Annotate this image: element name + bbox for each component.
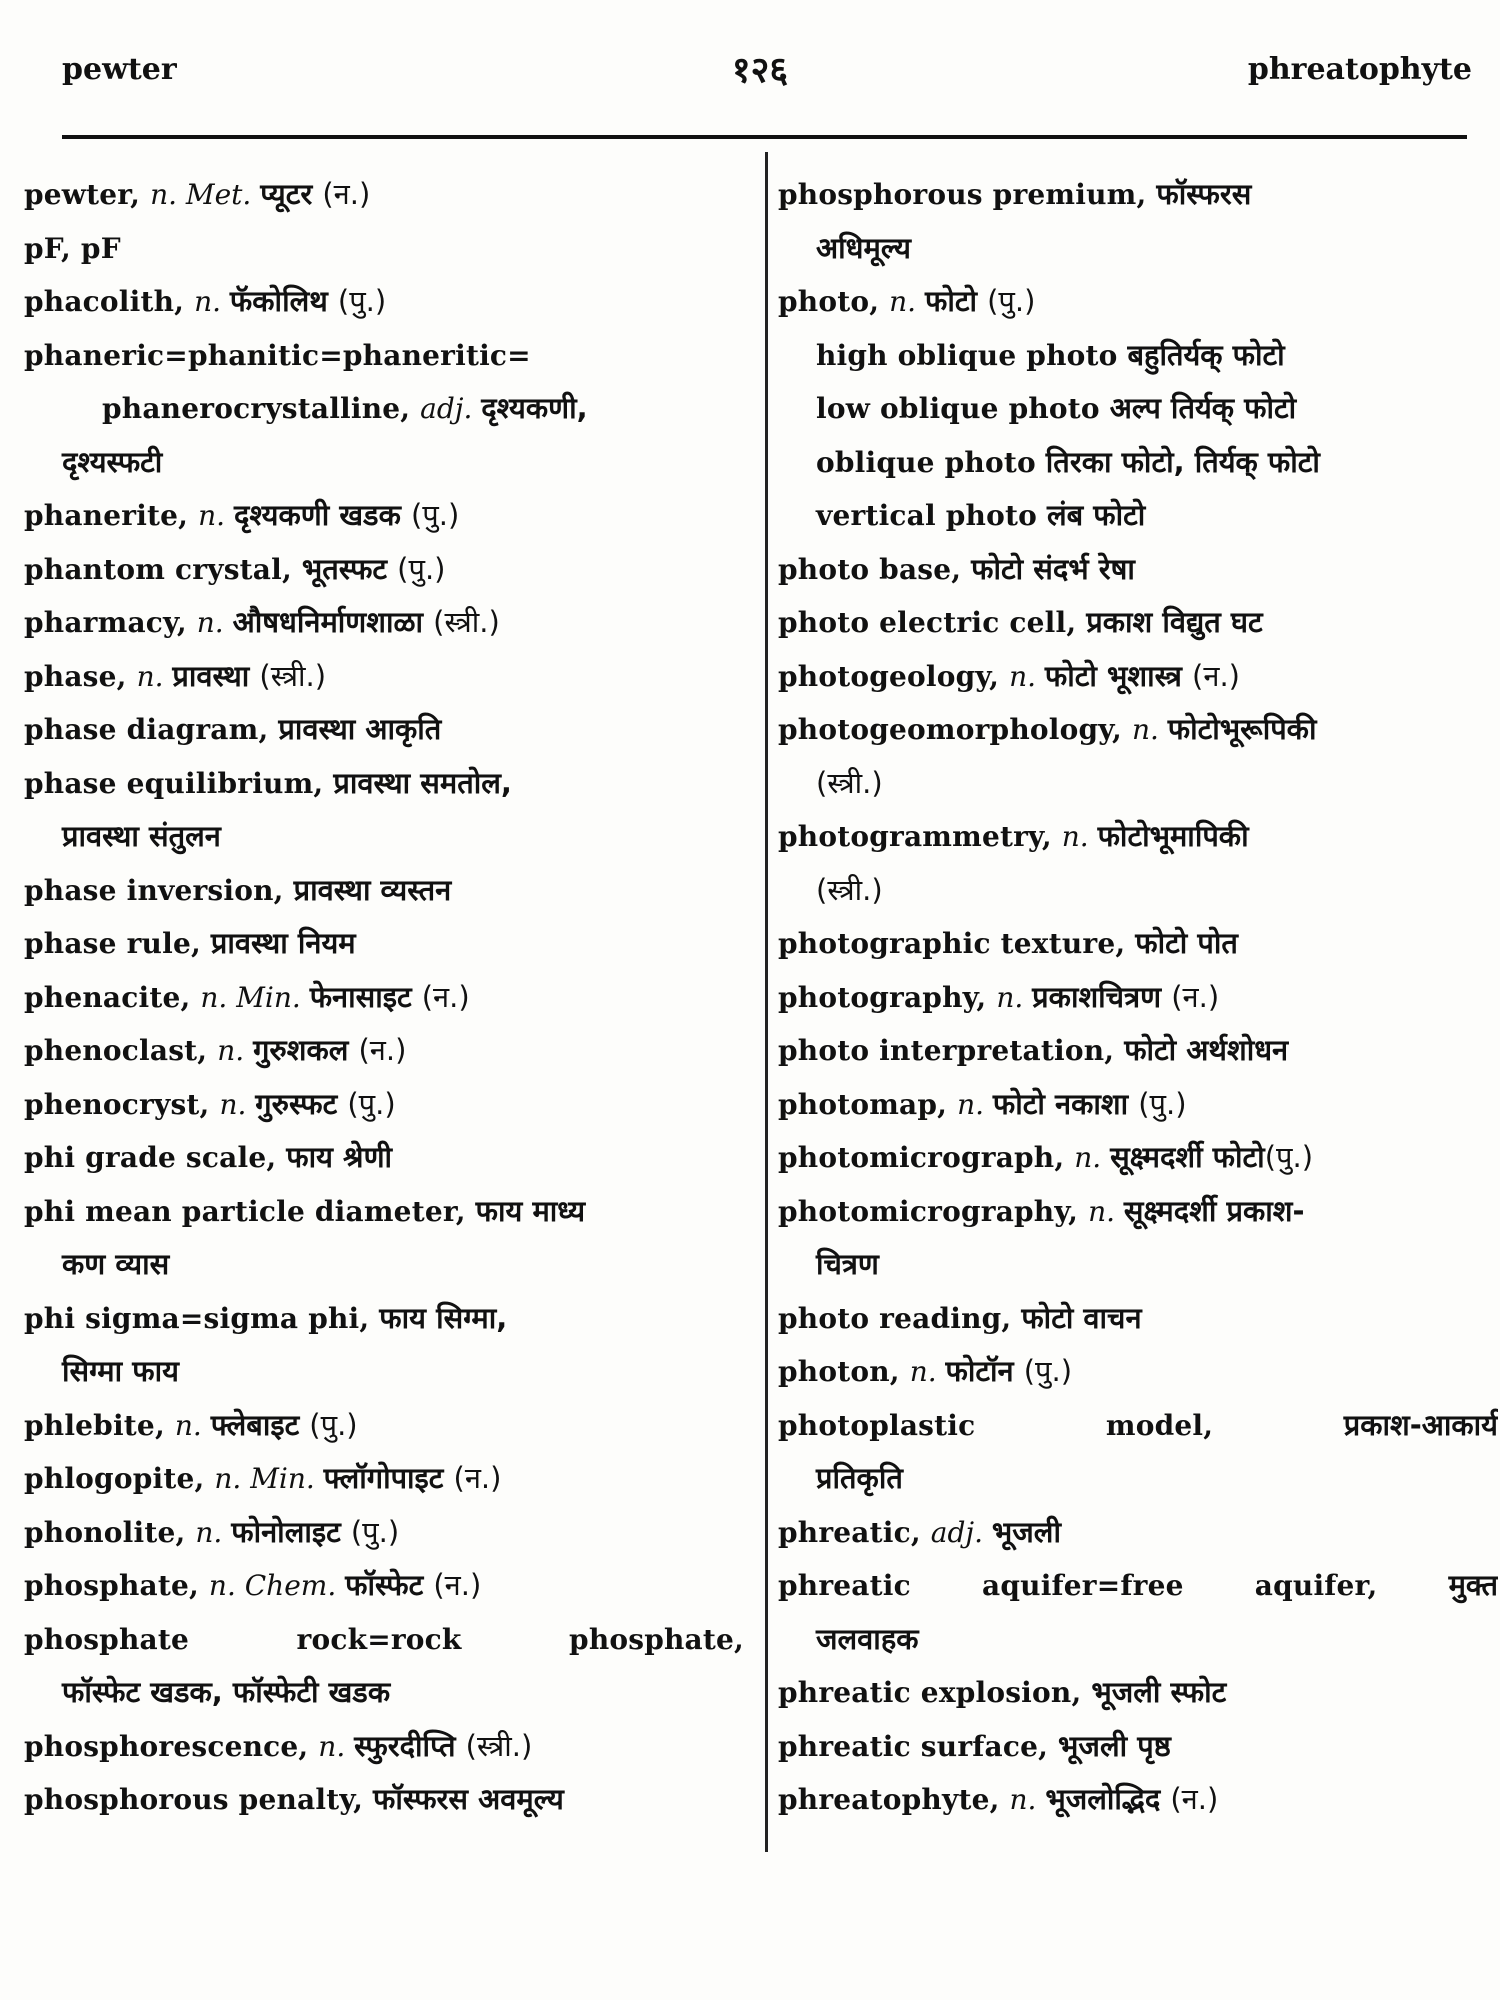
entry-term: photon, (778, 1355, 910, 1388)
dictionary-entry-line (24, 864, 744, 918)
marathi-definition: लंब फोटो (1046, 498, 1146, 532)
gender-label: (न.) (322, 177, 371, 211)
dictionary-entry-line (778, 1773, 1498, 1827)
grammar-label: n. (219, 1087, 256, 1121)
dictionary-entry-line (24, 1185, 744, 1239)
marathi-definition: फोटोभूरूपिकी (1167, 712, 1317, 746)
entry-term: phi grade scale, (24, 1141, 287, 1174)
grammar-label: n. (996, 980, 1033, 1014)
entry-term: phenocryst, (24, 1087, 220, 1121)
dictionary-entry-line (778, 168, 1498, 222)
dictionary-entry-line (24, 1720, 744, 1774)
entry-term: phase diagram, (24, 713, 279, 746)
marathi-definition: सूक्ष्मदर्शी प्रकाश- (1123, 1193, 1305, 1228)
dictionary-entry-line (778, 864, 1498, 918)
marathi-definition: तिरका फोटो, तिर्यक् फोटो (1045, 444, 1320, 479)
marathi-definition: जलवाहक (816, 1621, 919, 1656)
entry-term: phosphorescence, (24, 1729, 319, 1763)
marathi-definition: सूक्ष्मदर्शी फोटो (1110, 1140, 1265, 1174)
marathi-definition: फ्लॉगोपाइट (323, 1461, 454, 1495)
marathi-definition: अल्प तिर्यक् फोटो (1109, 391, 1297, 425)
marathi-definition: प्रावस्था व्यस्तन (293, 872, 452, 907)
dictionary-entry-line (24, 1506, 744, 1560)
marathi-definition: फोटो वाचन (1021, 1300, 1142, 1335)
marathi-definition: फोनोलाइट (231, 1514, 351, 1549)
entry-term: phosphorous penalty, (24, 1783, 374, 1816)
dictionary-entry-line (24, 650, 744, 704)
entry-term: photogeomorphology, (778, 713, 1132, 746)
dictionary-entry-line (24, 329, 744, 383)
dictionary-entry-line (778, 436, 1498, 490)
grammar-label: adj. (930, 1515, 992, 1549)
entry-term: phonolite, (24, 1515, 196, 1549)
dictionary-entry-line (778, 1185, 1498, 1239)
entry-term: photomicrograph, (778, 1141, 1075, 1174)
grammar-label: n. (198, 499, 234, 532)
dictionary-entry-line (24, 382, 744, 436)
grammar-label: adj. (420, 392, 482, 425)
gender-label: (पु.) (1264, 1140, 1314, 1174)
gender-label: (पु.) (410, 498, 460, 532)
grammar-label: n. Min. (200, 980, 310, 1014)
dictionary-entry-line (24, 810, 744, 864)
gender-label: (न.) (453, 1461, 502, 1495)
grammar-label: n. (889, 285, 925, 318)
entry-term: phenoclast, (24, 1034, 218, 1067)
marathi-definition: फॅकोलिथ (229, 284, 338, 318)
entry-term: phanerite, (24, 499, 199, 532)
entry-term: phi sigma=sigma phi, (24, 1301, 380, 1335)
dictionary-entry-line (24, 1452, 744, 1506)
entry-term: phreatophyte, (778, 1783, 1010, 1816)
gender-label: (स्त्री.) (816, 872, 883, 907)
dictionary-entry-line (778, 1666, 1498, 1720)
entry-term: phosphate, (24, 1569, 209, 1602)
dictionary-entry-line (778, 382, 1498, 436)
entry-term: photo, (778, 285, 890, 318)
dictionary-entry-line (778, 1720, 1498, 1774)
dictionary-entry-line (24, 917, 744, 971)
dictionary-entry-line (24, 1078, 744, 1132)
dictionary-entry-line (24, 1238, 744, 1292)
dictionary-entry-line (778, 703, 1498, 757)
dictionary-entry-line (778, 971, 1498, 1025)
entry-term: photogrammetry, (778, 820, 1062, 853)
entry-term: phreatic aquifer=free aquifer, (778, 1569, 1449, 1602)
grammar-label: n. (1074, 1141, 1111, 1174)
entry-term: phase equilibrium, (24, 766, 334, 800)
entry-term: photo reading, (778, 1301, 1022, 1335)
marathi-definition: फाय माध्य (475, 1193, 586, 1228)
entry-term: phi mean particle diameter, (24, 1194, 476, 1228)
dictionary-entry-line (24, 757, 744, 811)
dictionary-entry-line (24, 596, 744, 650)
gender-label: (न.) (358, 1033, 407, 1067)
dictionary-entry-line (24, 436, 744, 490)
gender-label: (स्त्री.) (816, 765, 883, 800)
marathi-definition: प्रकाशचित्रण (1032, 979, 1172, 1014)
dictionary-entry-line (24, 543, 744, 597)
marathi-definition: दृश्यस्फटी (62, 444, 163, 479)
dictionary-entry-line (778, 757, 1498, 811)
marathi-definition: बहुतिर्यक् फोटो (1127, 337, 1285, 372)
dictionary-entry-line (778, 543, 1498, 597)
dictionary-entry-line (778, 222, 1498, 276)
entry-term: phase rule, (24, 927, 211, 960)
entry-term: photogeology, (778, 659, 1010, 693)
marathi-definition: फॉस्फरस (1156, 177, 1252, 211)
dictionary-entry-line (778, 329, 1498, 383)
entry-term: photoplastic model, (778, 1408, 1344, 1442)
marathi-definition: फोटो पोत (1135, 926, 1238, 960)
marathi-definition: दृश्यकणी खडक (233, 498, 411, 532)
marathi-definition: प्रावस्था नियम (210, 926, 356, 960)
gender-label: (पु.) (350, 1514, 400, 1549)
marathi-definition: फाय सिग्मा, (379, 1300, 508, 1335)
grammar-label: n. (957, 1087, 993, 1121)
gender-label: (पु.) (347, 1086, 396, 1121)
column-divider (765, 152, 768, 1852)
marathi-definition: गुरुशकल (253, 1033, 359, 1067)
grammar-label: n. (194, 285, 230, 318)
gender-label: (न.) (1171, 979, 1220, 1014)
entry-term: photo electric cell, (778, 606, 1087, 639)
marathi-definition: फोटो संदर्भ रेषा (971, 551, 1135, 586)
dictionary-entry-line (778, 1345, 1498, 1399)
marathi-definition: फोटॉन (945, 1354, 1024, 1388)
dictionary-entry-line (778, 489, 1498, 543)
grammar-label: n. (196, 606, 233, 639)
entry-term: low oblique photo (816, 392, 1110, 425)
grammar-label: n. (1009, 1783, 1046, 1816)
header-guide-word-right: phreatophyte (1247, 52, 1472, 87)
marathi-definition: प्रावस्था (172, 658, 260, 693)
marathi-definition: कण व्यास (62, 1247, 170, 1281)
entry-term: photo base, (778, 552, 972, 586)
entry-term: phase, (24, 659, 137, 693)
marathi-definition: फोटो अर्थशोधन (1124, 1033, 1289, 1067)
dictionary-entry-line (778, 1024, 1498, 1078)
gender-label: (न.) (1192, 658, 1240, 693)
dictionary-entry-line (778, 1292, 1498, 1346)
entry-term: photographic texture, (778, 927, 1136, 960)
dictionary-entry-line (24, 489, 744, 543)
entry-term: vertical photo (816, 499, 1047, 532)
marathi-definition: फोटो (924, 284, 988, 318)
left-column (24, 168, 744, 1827)
page-header (0, 0, 1500, 140)
entry-term: pewter, (24, 178, 151, 211)
dictionary-entry-line (24, 1613, 744, 1667)
dictionary-entry-line (24, 1399, 744, 1453)
marathi-definition: फेनासाइट (309, 979, 422, 1014)
marathi-definition: भूजलोद्भिद (1045, 1782, 1171, 1816)
dictionary-entry-line (778, 917, 1498, 971)
gender-label: (स्त्री.) (465, 1728, 533, 1763)
gender-label: (पु.) (1023, 1354, 1073, 1388)
gender-label: (न.) (433, 1568, 482, 1602)
gender-label: (पु.) (987, 284, 1036, 318)
dictionary-entry-line (24, 1773, 744, 1827)
gender-label: (पु.) (1138, 1086, 1187, 1121)
marathi-definition: प्रकाश-आकार्य (1343, 1407, 1498, 1442)
gender-label: (न.) (421, 979, 470, 1014)
grammar-label: n. (318, 1729, 355, 1763)
dictionary-entry-line (24, 1131, 744, 1185)
dictionary-entry-line (778, 1399, 1498, 1453)
entry-term: photography, (778, 980, 997, 1014)
entry-term: phaneric=phanitic=phaneritic= (24, 338, 531, 372)
grammar-label: n. (174, 1408, 211, 1442)
grammar-label: n. (1131, 713, 1168, 746)
entry-term: phacolith, (24, 285, 195, 318)
dictionary-entry-line (778, 650, 1498, 704)
marathi-definition: मुक्त (1448, 1568, 1498, 1602)
marathi-definition: फॉस्फरस अवमूल्य (373, 1782, 564, 1816)
entry-term: phreatic, (778, 1515, 931, 1549)
dictionary-entry-line (778, 1613, 1498, 1667)
dictionary-entry-line (24, 222, 744, 276)
page-number: १२६ (731, 50, 789, 91)
grammar-label: n. (1061, 820, 1098, 853)
grammar-label: n. Min. (214, 1462, 324, 1495)
marathi-definition: औषधनिर्माणशाळा (232, 605, 434, 639)
entry-term: phlogopite, (24, 1462, 215, 1495)
marathi-definition: भूजली (991, 1514, 1061, 1549)
entry-term: pharmacy, (24, 606, 197, 639)
marathi-definition: सिग्मा फाय (62, 1354, 179, 1388)
marathi-definition: फाय श्रेणी (286, 1140, 393, 1174)
grammar-label: n. (136, 659, 173, 693)
grammar-label: n. (1088, 1194, 1124, 1228)
marathi-definition: दृश्यकणी, (481, 391, 588, 425)
gender-label: (न.) (1170, 1782, 1219, 1816)
marathi-definition: भूजली पृष्ठ (1058, 1728, 1171, 1763)
gender-label: (पु.) (397, 551, 446, 586)
marathi-definition: अधिमूल्य (816, 230, 911, 265)
marathi-definition: चित्रण (816, 1247, 879, 1281)
dictionary-entry-line (778, 1131, 1498, 1185)
dictionary-entry-line (778, 596, 1498, 650)
grammar-label: n. (1009, 659, 1045, 693)
gender-label: (स्त्री.) (259, 658, 327, 693)
entry-term: phase inversion, (24, 873, 294, 907)
gender-label: (पु.) (337, 284, 387, 318)
marathi-definition: फॉस्फेट (345, 1568, 434, 1602)
dictionary-entry-line (778, 1078, 1498, 1132)
grammar-label: n. (217, 1034, 254, 1067)
grammar-label: n. (195, 1515, 232, 1549)
grammar-label: n. (909, 1355, 946, 1388)
marathi-definition: फोटोभूमापिकी (1097, 819, 1249, 853)
dictionary-entry-line (778, 1452, 1498, 1506)
right-column (778, 168, 1498, 1827)
dictionary-entry-line (24, 1024, 744, 1078)
entry-term: photomicrography, (778, 1194, 1089, 1228)
entry-term: pF, pF (24, 231, 121, 265)
gender-label: (स्त्री.) (433, 605, 500, 639)
header-guide-word-left: pewter (62, 52, 177, 87)
dictionary-entry-line (24, 1345, 744, 1399)
grammar-label: n. Chem. (208, 1569, 346, 1602)
dictionary-entry-line (24, 168, 744, 222)
dictionary-entry-line (24, 275, 744, 329)
header-rule (62, 135, 1467, 139)
dictionary-entry-line (778, 275, 1498, 329)
entry-term: phosphorous premium, (778, 178, 1157, 211)
marathi-definition: भूतस्फट (301, 551, 398, 586)
entry-term: phlebite, (24, 1408, 175, 1442)
entry-term: phantom crystal, (24, 552, 302, 586)
marathi-definition: भूजली स्फोट (1091, 1675, 1227, 1709)
marathi-definition: फॉस्फेट खडक, फॉस्फेटी खडक (62, 1675, 391, 1709)
entry-term: oblique photo (816, 445, 1046, 479)
dictionary-entry-line (778, 1506, 1498, 1560)
dictionary-entry-line (24, 1559, 744, 1613)
entry-term: phreatic surface, (778, 1729, 1059, 1763)
grammar-label: n. Met. (150, 178, 261, 211)
entry-term: high oblique photo (816, 338, 1128, 372)
dictionary-entry-line (24, 971, 744, 1025)
marathi-definition: प्रावस्था संतुलन (62, 819, 221, 853)
dictionary-entry-line (24, 703, 744, 757)
dictionary-entry-line (778, 1559, 1498, 1613)
marathi-definition: प्रावस्था समतोल, (333, 765, 512, 800)
gender-label: (पु.) (309, 1407, 358, 1442)
entry-term: photo interpretation, (778, 1034, 1125, 1067)
marathi-definition: फोटो भूशास्त्र (1044, 658, 1193, 693)
entry-term: phanerocrystalline, (102, 392, 421, 425)
marathi-definition: प्रावस्था आकृति (278, 712, 442, 746)
marathi-definition: प्रतिकृति (816, 1461, 903, 1495)
marathi-definition: स्फुरदीप्ति (354, 1728, 466, 1763)
marathi-definition: प्यूटर (260, 177, 323, 211)
entry-term: phenacite, (24, 980, 201, 1014)
marathi-definition: फ्लेबाइट (210, 1407, 310, 1442)
dictionary-entry-line (24, 1666, 744, 1720)
dictionary-entry-line (24, 1292, 744, 1346)
entry-term: phreatic explosion, (778, 1676, 1092, 1709)
dictionary-entry-line (778, 810, 1498, 864)
entry-term: photomap, (778, 1087, 958, 1121)
marathi-definition: प्रकाश विद्युत घट (1086, 605, 1263, 639)
dictionary-entry-line (778, 1238, 1498, 1292)
entry-term: phosphate rock=rock phosphate, (24, 1622, 744, 1656)
marathi-definition: गुरुस्फट (255, 1086, 348, 1121)
marathi-definition: फोटो नकाशा (992, 1086, 1139, 1121)
